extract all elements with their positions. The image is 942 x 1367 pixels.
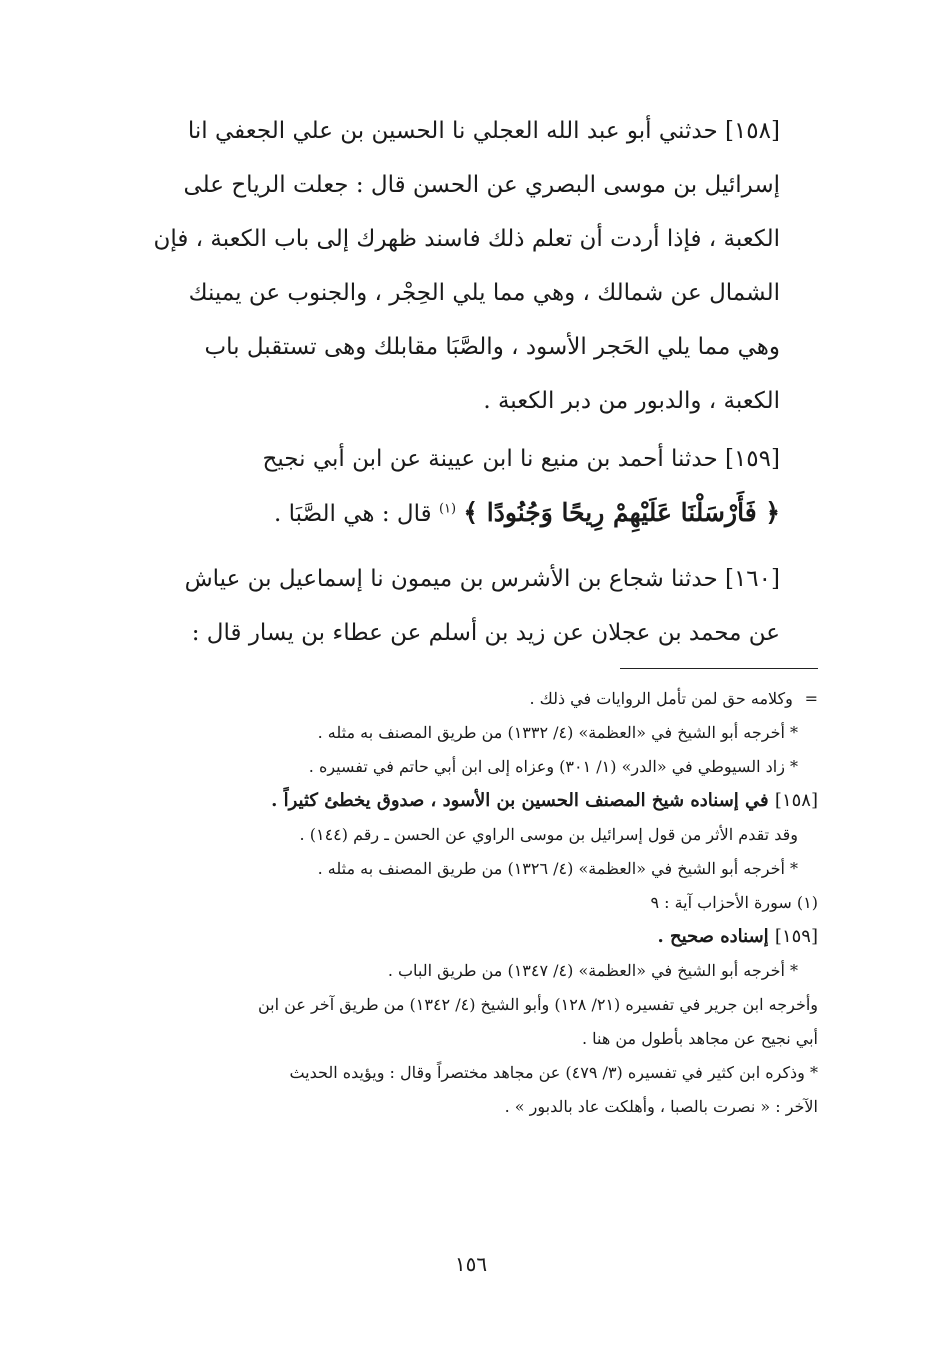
quran-verse: ﴿ فَأَرْسَلْنَا عَلَيْهِمْ رِيحًا وَجُنُودًا ﴾: [463, 498, 780, 527]
text-line: [112, 486, 780, 541]
footnote-separator: [620, 668, 818, 669]
continuation-mark: =: [804, 689, 818, 708]
footnote-ref: [١٥٨]: [774, 790, 818, 811]
footnote-line: [112, 920, 818, 954]
text-line: الكعبة ، فإذا أردت أن تعلم ذلك فاسند ظهرك إلى باب الكعبة ، فإن: [153, 226, 780, 252]
page-number: ١٥٦: [454, 1252, 488, 1276]
footnote-text: وكلامه حق لمن تأمل الروايات في ذلك .: [529, 689, 793, 708]
footnote-line: * أخرجه أبو الشيخ في «العظمة» (٤/ ١٣٣٢) من طريق المصنف به مثله .: [317, 723, 798, 742]
footnote-line: [112, 784, 818, 818]
footnote-line: * أخرجه أبو الشيخ في «العظمة» (٤/ ١٣٤٧) من طريق الباب .: [387, 961, 798, 980]
footnote-marker[interactable]: (١): [438, 501, 457, 517]
footnote-line: (١) سورة الأحزاب آية : ٩: [650, 893, 818, 912]
text-line: الكعبة ، والدبور من دبر الكعبة .: [483, 388, 780, 414]
text-line: الشمال عن شمالك ، وهي مما يلي الحِجْر ، والجنوب عن يمينك: [188, 280, 780, 306]
footnote-line: الآخر : « نصرت بالصبا ، وأهلكت عاد بالدبور » .: [504, 1097, 818, 1116]
footnote-line: أبي نجيح عن مجاهد بأطول من هنا .: [581, 1029, 818, 1048]
text-line: إسرائيل بن موسى البصري عن الحسن قال : جعلت الرياح على: [183, 172, 780, 198]
paragraph-160: [112, 552, 780, 660]
text-line: [١٥٨] حدثني أبو عبد الله العجلي نا الحسين بن علي الجعفي انا: [187, 118, 780, 144]
text-segment: قال : هي الصَّبَا .: [274, 501, 432, 527]
footnote-line: وقد تقدم الأثر من قول إسرائيل بن موسى الراوي عن الحسن ـ رقم (١٤٤) .: [299, 825, 798, 844]
footnote-text-bold: في إسناده شيخ المصنف الحسين بن الأسود ، صدوق يخطئ كثيراً .: [271, 790, 775, 811]
text-line: عن محمد بن عجلان عن زيد بن أسلم عن عطاء بن يسار قال :: [191, 620, 780, 646]
paragraph-159: [112, 432, 780, 541]
footnote-text-bold: إسناده صحيح .: [657, 926, 775, 947]
paragraph-158: [112, 104, 780, 428]
footnote-line: [112, 682, 818, 716]
text-line: [١٦٠] حدثنا شجاع بن الأشرس بن ميمون نا إسماعيل بن عياش: [184, 566, 780, 592]
footnote-ref: [١٥٩]: [774, 926, 818, 947]
footnotes: [112, 682, 818, 1124]
text-line: وهي مما يلي الحَجر الأسود ، والصَّبَا مقابلك وهى تستقبل باب: [204, 334, 780, 360]
text-line: [١٥٩] حدثنا أحمد بن منيع نا ابن عيينة عن ابن أبي نجيح: [262, 446, 780, 472]
footnote-line: وأخرجه ابن جرير في تفسيره (٢١/ ١٢٨) وأبو الشيخ (٤/ ١٣٤٢) من طريق آخر عن ابن: [258, 995, 818, 1014]
footnote-line: * زاد السيوطي في «الدر» (١/ ٣٠١) وعزاه إلى ابن أبي حاتم في تفسيره .: [308, 757, 798, 776]
footnote-line: * وذكره ابن كثير في تفسيره (٣/ ٤٧٩) عن مجاهد مختصراً وقال : ويؤيده الحديث: [289, 1063, 818, 1082]
footnote-line: * أخرجه أبو الشيخ في «العظمة» (٤/ ١٣٢٦) من طريق المصنف به مثله .: [317, 859, 798, 878]
